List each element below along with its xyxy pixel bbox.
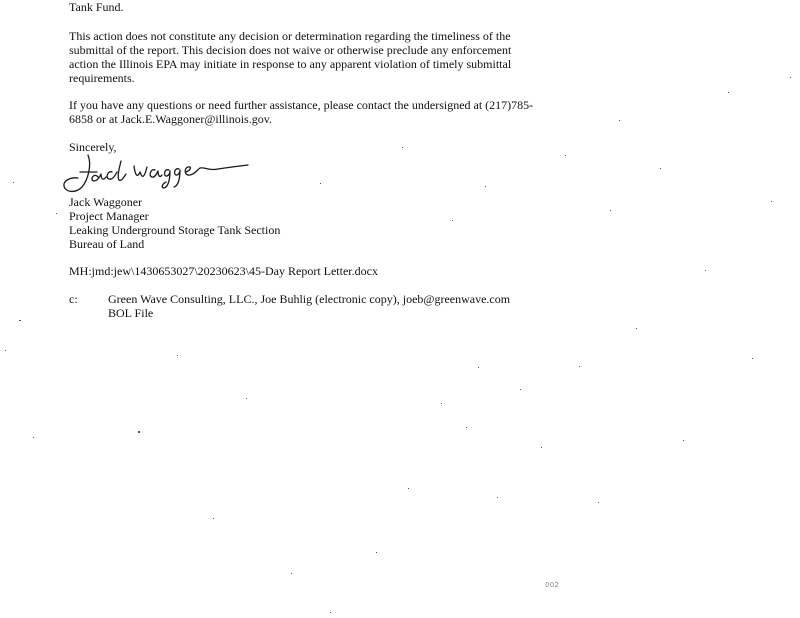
cc-label: c: xyxy=(69,292,78,306)
cc-recipient: Green Wave Consulting, LLC., Joe Buhlig (electronic copy), joeb@greenwave.com xyxy=(108,292,511,306)
signature-block xyxy=(69,195,569,251)
signer-name: Jack Waggoner xyxy=(69,195,143,209)
paragraph-line: 6858 or at Jack.E.Waggoner@illinois.gov. xyxy=(69,112,272,126)
timeliness-paragraph xyxy=(69,29,569,85)
scan-page-mark: 002 xyxy=(545,581,560,589)
paragraph-line: This action does not constitute any decision or determination regarding the timeliness of the xyxy=(69,29,511,43)
paragraph-line: If you have any questions or need further assistance, please contact the undersigned at (217)785- xyxy=(69,98,534,112)
paragraph-line: requirements. xyxy=(69,71,135,85)
handwritten-signature xyxy=(58,150,258,200)
signer-title: Project Manager xyxy=(69,209,149,223)
cc-recipient: BOL File xyxy=(108,306,154,320)
signer-bureau: Bureau of Land xyxy=(69,237,145,251)
signer-section: Leaking Underground Storage Tank Section xyxy=(69,223,281,237)
contact-paragraph xyxy=(69,98,569,126)
closing: Sincerely, xyxy=(69,140,117,154)
cc-list xyxy=(108,292,510,320)
paragraph-line: submittal of the report. This decision does not waive or otherwise preclude any enforcement xyxy=(69,43,512,57)
paragraph-line: action the Illinois EPA may initiate in response to any apparent violation of timely submittal xyxy=(69,57,512,71)
top-fragment: Tank Fund. xyxy=(69,0,124,14)
document-reference: MH:jmd:jew\1430653027\20230623\45-Day Report Letter.docx xyxy=(69,264,378,278)
